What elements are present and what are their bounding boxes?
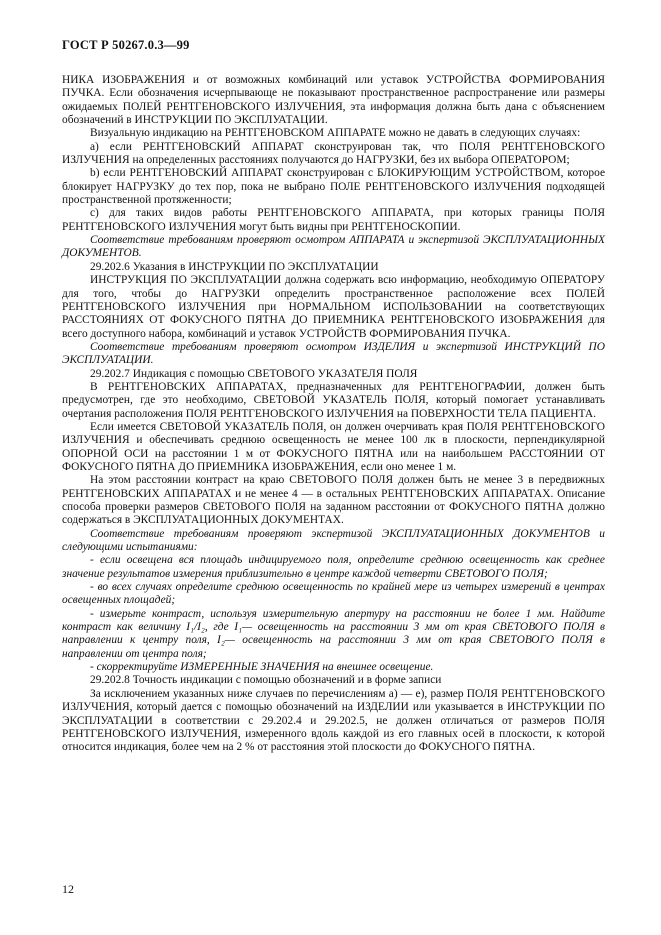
paragraph: Визуальную индикацию на РЕНТГЕНОВСКОМ АППАРАТЕ можно не давать в следующих случаях:	[90, 127, 581, 140]
paragraph: - измерьте контраст, используя измерительную апертуру на расстоянии не более 1 мм. Найдите контраст как величину I₁/I₂, где I₁— освещенность на расстоянии 3 мм от края СВЕТОВОГО ПОЛЯ в направлении к центру поля, I₂— освещенность на расстоянии 3 мм от края СВЕТОВОГО ПОЛЯ в направлении от центра поля;	[62, 607, 605, 660]
paragraph: с) для таких видов работы РЕНТГЕНОВСКОГО АППАРАТА, при которых границы ПОЛЯ РЕНТГЕНОВСКОГО ИЗЛУЧЕНИЯ могут быть видны при РЕНТГЕНОСКОПИИ.	[62, 207, 605, 233]
page-number: 12	[62, 882, 74, 896]
paragraph: - во всех случаях определите среднюю освещенность по крайней мере из четырех измерений в центрах освещенных площадей;	[62, 581, 605, 607]
paragraph: - скорректируйте ИЗМЕРЕННЫЕ ЗНАЧЕНИЯ на внешнее освещение.	[90, 661, 434, 674]
paragraph: 29.202.8 Точность индикации с помощью обозначений и в форме записи	[90, 674, 442, 687]
paragraph: b) если РЕНТГЕНОВСКИЙ АППАРАТ сконструирован с БЛОКИРУЮЩИМ УСТРОЙСТВОМ, которое блокирует НАГРУЗКУ до тех пор, пока не выбрано ПОЛЕ РЕНТГЕНОВСКОГО ИЗЛУЧЕНИЯ подходящей пространственной протяженности;	[62, 167, 605, 207]
paragraph: Соответствие требованиям проверяют экспертизой ЭКСПЛУАТАЦИОННЫХ ДОКУМЕНТОВ и следующими испытаниями:	[62, 527, 605, 554]
paragraph: 29.202.7 Индикация с помощью СВЕТОВОГО УКАЗАТЕЛЯ ПОЛЯ	[90, 367, 418, 380]
document-body	[62, 74, 605, 755]
paragraph: ИНСТРУКЦИЯ ПО ЭКСПЛУАТАЦИИ должна содержать всю информацию, необходимую ОПЕРАТОРУ для того, чтобы до НАГРУЗКИ определить пространственное расположение всех ПОЛЕЙ РЕНТГЕНОВСКОГО ИЗЛУЧЕНИЯ при НОРМАЛЬНОМ ИСПОЛЬЗОВАНИИ на соответствующих РАССТОЯНИЯХ ОТ ФОКУСНОГО ПЯТНА ДО ПРИЕМНИКА РЕНТГЕНОВСКОГО ИЗОБРАЖЕНИЯ для всего доступного набора, комбинаций и уставок УСТРОЙСТВ ФОРМИРОВАНИЯ ПУЧКА.	[62, 274, 605, 340]
paragraph: Соответствие требованиям проверяют осмотром ИЗДЕЛИЯ и экспертизой ИНСТРУКЦИЙ ПО ЭКСПЛУАТАЦИИ.	[62, 340, 605, 367]
paragraph: Если имеется СВЕТОВОЙ УКАЗАТЕЛЬ ПОЛЯ, он должен очерчивать края ПОЛЯ РЕНТГЕНОВСКОГО ИЗЛУЧЕНИЯ и обеспечивать среднюю освещенность не менее 100 лк в плоскости, перпендикулярной ОПОРНОЙ ОСИ на расстоянии 1 м от ФОКУСНОГО ПЯТНА или на наибольшем РАССТОЯНИИ ОТ ФОКУСНОГО ПЯТНА ДО ПРИЕМНИКА ИЗОБРАЖЕНИЯ, если оно менее 1 м.	[62, 420, 605, 473]
paragraph: В РЕНТГЕНОВСКИХ АППАРАТАХ, предназначенных для РЕНТГЕНОГРАФИИ, должен быть предусмотрен, где это необходимо, СВЕТОВОЙ УКАЗАТЕЛЬ ПОЛЯ, который помогает устанавливать очертания расположения ПОЛЯ РЕНТГЕНОВСКОГО ИЗЛУЧЕНИЯ на ПОВЕРХНОСТИ ТЕЛА ПАЦИЕНТА.	[62, 380, 605, 420]
paragraph: Соответствие требованиям проверяют осмотром АППАРАТА и экспертизой ЭКСПЛУАТАЦИОННЫХ ДОКУМЕНТОВ.	[62, 234, 605, 260]
paragraph: За исключением указанных ниже случаев по перечислениям а) — е), размер ПОЛЯ РЕНТГЕНОВСКОГО ИЗЛУЧЕНИЯ, который дается с помощью обозначений на ИЗДЕЛИИ или указывается в ИНСТРУКЦИИ ПО ЭКСПЛУАТАЦИИ в соответствии с 29.202.4 и 29.202.5, не должен отличаться от размеров ПОЛЯ РЕНТГЕНОВСКОГО ИЗЛУЧЕНИЯ, измеренного вдоль каждой из его главных осей в плоскости, к которой относится индикация, более чем на 2 % от расстояния этой плоскости до ФОКУСНОГО ПЯТНА.	[62, 687, 605, 754]
paragraph: а) если РЕНТГЕНОВСКИЙ АППАРАТ сконструирован так, что ПОЛЯ РЕНТГЕНОВСКОГО ИЗЛУЧЕНИЯ на определенных расстояниях получаются до НАГРУЗКИ, без их выбора ОПЕРАТОРОМ;	[62, 140, 605, 167]
paragraph: На этом расстоянии контраст на краю СВЕТОВОГО ПОЛЯ должен быть не менее 3 в передвижных РЕНТГЕНОВСКИХ АППАРАТАХ и не менее 4 — в остальных РЕНТГЕНОВСКИХ АППАРАТАХ. Описание способа проверки размеров СВЕТОВОГО ПОЛЯ на заданном расстоянии от ФОКУСНОГО ПЯТНА должно содержаться в ЭКСПЛУАТАЦИОННЫХ ДОКУМЕНТАХ.	[62, 474, 605, 527]
paragraph: 29.202.6 Указания в ИНСТРУКЦИИ ПО ЭКСПЛУАТАЦИИ	[90, 260, 379, 273]
paragraph: НИКА ИЗОБРАЖЕНИЯ и от возможных комбинаций или уставок УСТРОЙСТВА ФОРМИРОВАНИЯ ПУЧКА. Если обозначения исчерпывающе не показывают пространственное распространение или размеры ожидаемых ПОЛЕЙ РЕНТГЕНОВСКОГО ИЗЛУЧЕНИЯ, эта информация должна быть дана с объяснением обозначений в ИНСТРУКЦИИ ПО ЭКСПЛУАТАЦИИ.	[62, 74, 605, 127]
document-header: ГОСТ Р 50267.0.3—99	[62, 38, 190, 52]
paragraph: - если освещена вся площадь индицируемого поля, определите среднюю освещенность как среднее значение результатов измерения приблизительно в центре каждой четверти СВЕТОВОГО ПОЛЯ;	[62, 554, 605, 580]
